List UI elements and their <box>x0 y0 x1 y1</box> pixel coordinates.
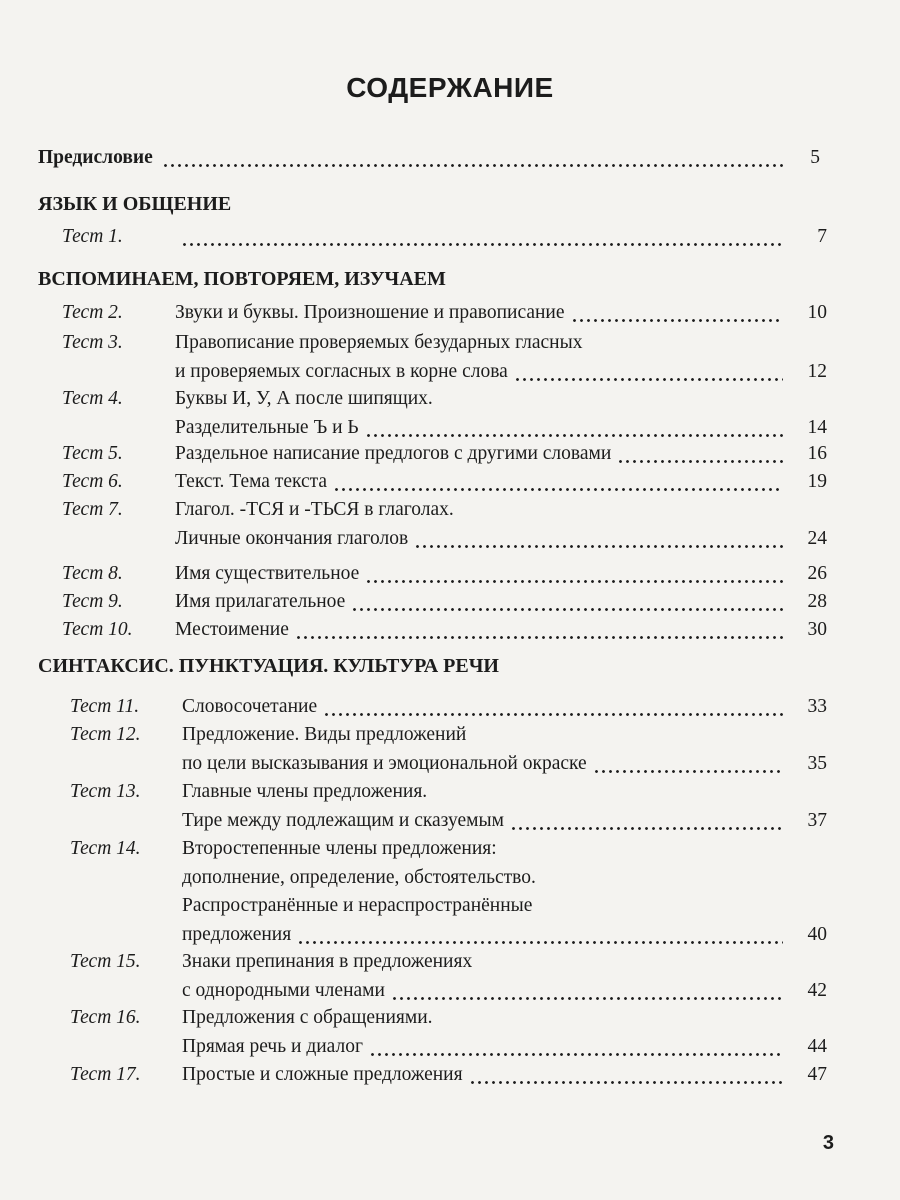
test-label: Тест 8. <box>62 563 123 584</box>
entry-text: предложения <box>182 924 292 945</box>
toc-entry-line <box>0 1060 900 1090</box>
toc-entry-line <box>0 298 900 328</box>
toc-entry-line <box>0 976 900 1006</box>
entry-text: Предложение. Виды предложений <box>182 724 467 745</box>
entry-text: Разделительные Ъ и Ь <box>175 417 359 438</box>
page-ref: 37 <box>807 810 827 831</box>
dot-leader <box>414 524 783 554</box>
dot-leader <box>297 920 783 950</box>
dot-leader <box>469 1060 783 1090</box>
toc-entry-line <box>0 947 900 977</box>
page-ref: 26 <box>807 563 827 584</box>
entry-text: Раздельное написание предлогов с другими словами <box>175 443 612 464</box>
page-ref: 5 <box>810 147 820 168</box>
dot-leader <box>571 298 783 328</box>
section-heading: ВСПОМИНАЕМ, ПОВТОРЯЕМ, ИЗУЧАЕМ <box>38 268 446 290</box>
entry-text: Простые и сложные предложения <box>182 1064 463 1085</box>
toc-entry-line <box>0 439 900 469</box>
test-label: Тест 15. <box>70 951 141 972</box>
entry-text: Предложения с обращениями. <box>182 1007 433 1028</box>
entry-text: Глагол. -ТСЯ и -ТЬСЯ в глаголах. <box>175 499 454 520</box>
toc-entry-line <box>0 467 900 497</box>
page-ref: 14 <box>807 417 827 438</box>
entry-text: Буквы И, У, А после шипящих. <box>175 388 433 409</box>
toc-entry-line <box>0 863 900 893</box>
dot-leader <box>162 143 783 173</box>
toc-entry-line <box>0 559 900 589</box>
toc-entry-line <box>0 615 900 645</box>
entry-text: Местоимение <box>175 619 289 640</box>
entry-text: Второстепенные члены предложения: <box>182 838 497 859</box>
toc-entry-line <box>0 920 900 950</box>
dot-leader <box>617 439 783 469</box>
dot-leader <box>510 806 783 836</box>
dot-leader <box>391 976 783 1006</box>
entry-text: Знаки препинания в предложениях <box>182 951 473 972</box>
dot-leader <box>365 559 783 589</box>
test-label: Тест 13. <box>70 781 141 802</box>
toc-entry-preface <box>0 143 900 173</box>
dot-leader <box>593 749 783 779</box>
entry-text: и проверяемых согласных в корне слова <box>175 361 508 382</box>
page-ref: 12 <box>807 361 827 382</box>
page-ref: 7 <box>817 226 827 247</box>
test-label: Тест 5. <box>62 443 123 464</box>
entry-text: Словосочетание <box>182 696 318 717</box>
page-number: 3 <box>822 1132 834 1154</box>
page-ref: 24 <box>807 528 827 549</box>
entry-text: с однородными членами <box>182 980 385 1001</box>
dot-leader <box>514 357 783 387</box>
dot-leader <box>323 692 783 722</box>
dot-leader <box>369 1032 783 1062</box>
toc-entry-line <box>0 222 900 252</box>
test-label: Тест 17. <box>70 1064 141 1085</box>
toc-entry-line <box>0 357 900 387</box>
entry-text: Имя прилагательное <box>175 591 346 612</box>
toc-entry-line <box>0 806 900 836</box>
page-ref: 33 <box>807 696 827 717</box>
test-label: Тест 3. <box>62 332 123 353</box>
toc-entry-line <box>0 1003 900 1033</box>
preface-label: Предисловие <box>38 147 153 168</box>
entry-text: Имя существительное <box>175 563 360 584</box>
page-ref: 47 <box>807 1064 827 1085</box>
toc-entry-line <box>0 328 900 358</box>
section-heading: ЯЗЫК И ОБЩЕНИЕ <box>38 193 232 215</box>
page-ref: 16 <box>807 443 827 464</box>
entry-text: дополнение, определение, обстоятельство. <box>182 867 536 888</box>
entry-text: Распространённые и нераспространённые <box>182 895 533 916</box>
test-label: Тест 6. <box>62 471 123 492</box>
toc-entry-line <box>0 1032 900 1062</box>
toc-entry-line <box>0 777 900 807</box>
page-ref: 30 <box>807 619 827 640</box>
toc-entry-line <box>0 720 900 750</box>
toc-entry-line <box>0 495 900 525</box>
page-ref: 40 <box>807 924 827 945</box>
entry-text: Прямая речь и диалог <box>182 1036 363 1057</box>
test-label: Тест 10. <box>62 619 133 640</box>
test-label: Тест 11. <box>70 696 140 717</box>
section-heading: СИНТАКСИС. ПУНКТУАЦИЯ. КУЛЬТУРА РЕЧИ <box>38 655 499 677</box>
test-label: Тест 2. <box>62 302 123 323</box>
entry-text: Главные члены предложения. <box>182 781 428 802</box>
page-ref: 10 <box>807 302 827 323</box>
entry-text: Правописание проверяемых безударных гласных <box>175 332 583 353</box>
test-label: Тест 9. <box>62 591 123 612</box>
entry-text: Личные окончания глаголов <box>175 528 409 549</box>
test-label: Тест 4. <box>62 388 123 409</box>
entry-text: Текст. Тема текста <box>175 471 328 492</box>
entry-text: Звуки и буквы. Произношение и правописание <box>175 302 565 323</box>
toc-entry-line <box>0 587 900 617</box>
dot-leader <box>295 615 783 645</box>
dot-leader <box>181 222 783 252</box>
test-label: Тест 7. <box>62 499 123 520</box>
page-title: СОДЕРЖАНИЕ <box>346 72 554 103</box>
dot-leader <box>333 467 783 497</box>
page-ref: 19 <box>807 471 827 492</box>
toc-entry-line <box>0 692 900 722</box>
toc-entry-line <box>0 524 900 554</box>
test-label: Тест 12. <box>70 724 141 745</box>
page-ref: 35 <box>807 753 827 774</box>
page-ref: 44 <box>807 1036 827 1057</box>
toc-entry-line <box>0 749 900 779</box>
entry-text: по цели высказывания и эмоциональной окраске <box>182 753 587 774</box>
page-ref: 42 <box>807 980 827 1001</box>
toc-entry-line <box>0 891 900 921</box>
test-label: Тест 16. <box>70 1007 141 1028</box>
test-label: Тест 1. <box>62 226 123 247</box>
page-ref: 28 <box>807 591 827 612</box>
entry-text: Тире между подлежащим и сказуемым <box>182 810 504 831</box>
test-label: Тест 14. <box>70 838 141 859</box>
toc-entry-line <box>0 834 900 864</box>
dot-leader <box>351 587 783 617</box>
toc-entry-line <box>0 384 900 414</box>
